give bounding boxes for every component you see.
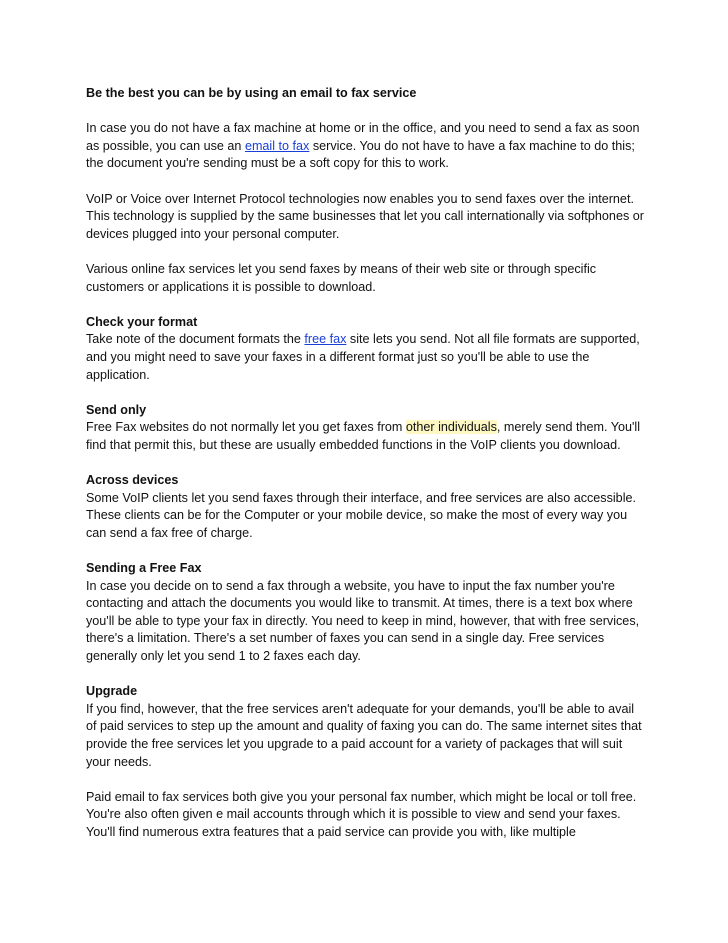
section-body: Some VoIP clients let you send faxes through their interface, and free services are also accessible. These clients can be for the Computer or your mobile device, so make the most of every way you can send a fax free of charge.	[86, 490, 636, 540]
section-heading: Upgrade	[86, 684, 138, 699]
document-page	[86, 85, 646, 859]
intro-paragraph-3: Various online fax services let you send faxes by means of their web site or through specific customers or applications it is possible to download.	[86, 261, 597, 294]
section-upgrade	[86, 683, 646, 771]
section-across-devices	[86, 472, 646, 542]
document-title: Be the best you can be by using an email to fax service	[86, 86, 417, 100]
intro-paragraph-2: VoIP or Voice over Internet Protocol technologies now enables you to send faxes over the internet. This technology is supplied by the same businesses that let you call internationally via softphones or devices plugged into your personal computer.	[86, 191, 644, 241]
section-body: In case you decide on to send a fax through a website, you have to input the fax number you're contacting and attach the documents you would like to transmit. At times, there is a text box where you'll be able to type your fax in directly. You need to keep in mind, however, that with free services, there's a limitation. There's a set number of faxes you can send in a single day. Free services generally only let you send 1 to 2 faxes each day.	[86, 578, 640, 663]
section-send-only	[86, 402, 646, 455]
section-check-format	[86, 314, 646, 384]
section-heading: Check your format	[86, 314, 198, 329]
intro-paragraph-1: In case you do not have a fax machine at home or in the office, and you need to send a fax as soon as possible, you can use an email to fax service. You do not have to have a fax machine to do this; the document you're sending must be a soft copy for this to work.	[86, 121, 640, 171]
section-heading: Across devices	[86, 473, 179, 488]
section-heading: Send only	[86, 402, 147, 417]
section-body: Take note of the document formats the free fax site lets you send. Not all file formats are supported, and you might need to save your faxes in a different format just so you'll be able to use the application.	[86, 332, 640, 382]
highlighted-text: other individuals	[405, 420, 497, 435]
free-fax-link[interactable]: free fax	[304, 332, 347, 347]
closing-paragraph: Paid email to fax services both give you your personal fax number, which might be local or toll free. You're also often given e mail accounts through which it is possible to view and send your faxes. You'll find numerous extra features that a paid service can provide you with, like multiple	[86, 789, 637, 839]
section-body: If you find, however, that the free services aren't adequate for your demands, you'll be able to avail of paid services to step up the amount and quality of faxing you can do. The same internet sites that provide the free services let you upgrade to a paid account for a variety of packages that will suit your needs.	[86, 701, 642, 769]
section-sending-free-fax	[86, 560, 646, 666]
section-body: Free Fax websites do not normally let you get faxes from other individuals, merely send them. You'll find that permit this, but these are usually embedded functions in the VoIP clients you download.	[86, 420, 641, 452]
email-to-fax-link[interactable]: email to fax	[244, 138, 310, 153]
section-heading: Sending a Free Fax	[86, 561, 202, 576]
